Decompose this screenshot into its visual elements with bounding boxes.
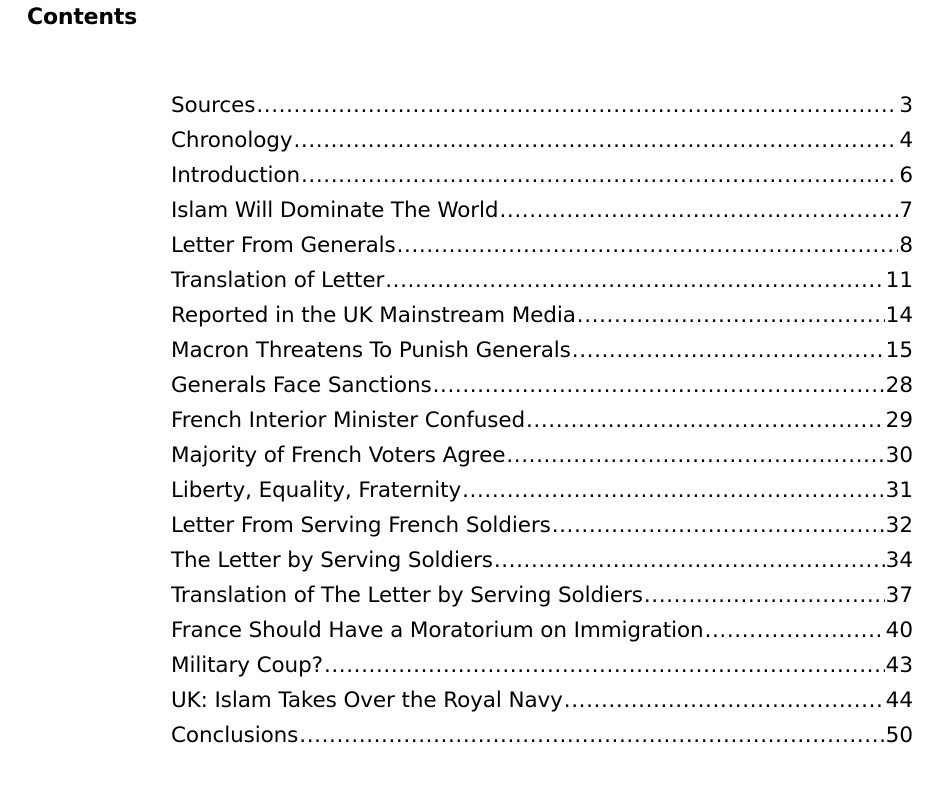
toc-entry-title: Military Coup?: [171, 653, 323, 678]
toc-entry[interactable]: [171, 228, 913, 263]
toc-entry-page: 14: [885, 303, 913, 328]
toc-dot-leader: [301, 158, 898, 193]
toc-entry-page: 32: [885, 513, 913, 538]
toc-dot-leader: [324, 648, 885, 683]
toc-dot-leader: [494, 543, 885, 578]
toc-entry[interactable]: [171, 403, 913, 438]
toc-entry-title: French Interior Minister Confused: [171, 408, 525, 433]
toc-entry-page: 11: [885, 268, 913, 293]
toc-entry[interactable]: [171, 158, 913, 193]
toc-entry-title: Sources: [171, 93, 256, 118]
toc-entry[interactable]: [171, 368, 913, 403]
toc-entry-page: 8: [899, 233, 913, 258]
toc-entry-page: 40: [885, 618, 913, 643]
toc-entry[interactable]: [171, 193, 913, 228]
toc-entry-page: 7: [899, 198, 913, 223]
toc-entry-title: Liberty, Equality, Fraternity: [171, 478, 462, 503]
toc-dot-leader: [705, 613, 885, 648]
toc-dot-leader: [552, 508, 885, 543]
toc-entry-title: Generals Face Sanctions: [171, 373, 432, 398]
toc-entry-page: 6: [899, 163, 913, 188]
toc-entry-title: Islam Will Dominate The World: [171, 198, 499, 223]
toc-dot-leader: [397, 228, 899, 263]
toc-dot-leader: [572, 333, 885, 368]
toc-dot-leader: [506, 438, 884, 473]
toc-entry-page: 29: [885, 408, 913, 433]
toc-dot-leader: [499, 193, 898, 228]
toc-entry-title: The Letter by Serving Soldiers: [171, 548, 493, 573]
toc-entry[interactable]: [171, 298, 913, 333]
toc-entry-title: Conclusions: [171, 723, 299, 748]
toc-entry[interactable]: [171, 508, 913, 543]
toc-entry-title: Macron Threatens To Punish Generals: [171, 338, 571, 363]
toc-entry[interactable]: [171, 648, 913, 683]
toc-entry[interactable]: [171, 333, 913, 368]
toc-dot-leader: [526, 403, 885, 438]
toc-entry-title: Translation of The Letter by Serving Soldiers: [171, 583, 643, 608]
toc-entry[interactable]: [171, 543, 913, 578]
toc-dot-leader: [256, 88, 898, 123]
toc-entry-title: Introduction: [171, 163, 300, 188]
toc-entry-page: 28: [885, 373, 913, 398]
toc-entry-page: 37: [885, 583, 913, 608]
toc-entry-title: Reported in the UK Mainstream Media: [171, 303, 576, 328]
toc-entry-title: UK: Islam Takes Over the Royal Navy: [171, 688, 563, 713]
table-of-contents: [171, 88, 913, 753]
toc-entry[interactable]: [171, 123, 913, 158]
toc-entry[interactable]: [171, 438, 913, 473]
toc-entry-title: Translation of Letter: [171, 268, 385, 293]
toc-entry-title: Majority of French Voters Agree: [171, 443, 506, 468]
toc-entry[interactable]: [171, 88, 913, 123]
toc-dot-leader: [577, 298, 885, 333]
toc-entry[interactable]: [171, 263, 913, 298]
toc-entry[interactable]: [171, 683, 913, 718]
toc-entry-title: France Should Have a Moratorium on Immigration: [171, 618, 704, 643]
toc-dot-leader: [564, 683, 885, 718]
toc-dot-leader: [385, 263, 884, 298]
toc-entry[interactable]: [171, 613, 913, 648]
toc-entry-page: 44: [885, 688, 913, 713]
toc-entry-title: Letter From Generals: [171, 233, 396, 258]
toc-entry-page: 3: [899, 93, 913, 118]
toc-dot-leader: [293, 123, 898, 158]
toc-dot-leader: [299, 718, 884, 753]
toc-entry-title: Chronology: [171, 128, 293, 153]
toc-entry-page: 4: [899, 128, 913, 153]
toc-entry[interactable]: [171, 473, 913, 508]
toc-dot-leader: [462, 473, 885, 508]
toc-entry-page: 15: [885, 338, 913, 363]
toc-entry-page: 50: [885, 723, 913, 748]
toc-entry-page: 31: [885, 478, 913, 503]
toc-entry-page: 34: [885, 548, 913, 573]
toc-entry[interactable]: [171, 578, 913, 613]
toc-entry-title: Letter From Serving French Soldiers: [171, 513, 551, 538]
toc-entry[interactable]: [171, 718, 913, 753]
toc-entry-page: 43: [885, 653, 913, 678]
toc-dot-leader: [644, 578, 885, 613]
toc-dot-leader: [433, 368, 885, 403]
page-title: Contents: [27, 5, 138, 30]
toc-entry-page: 30: [885, 443, 913, 468]
